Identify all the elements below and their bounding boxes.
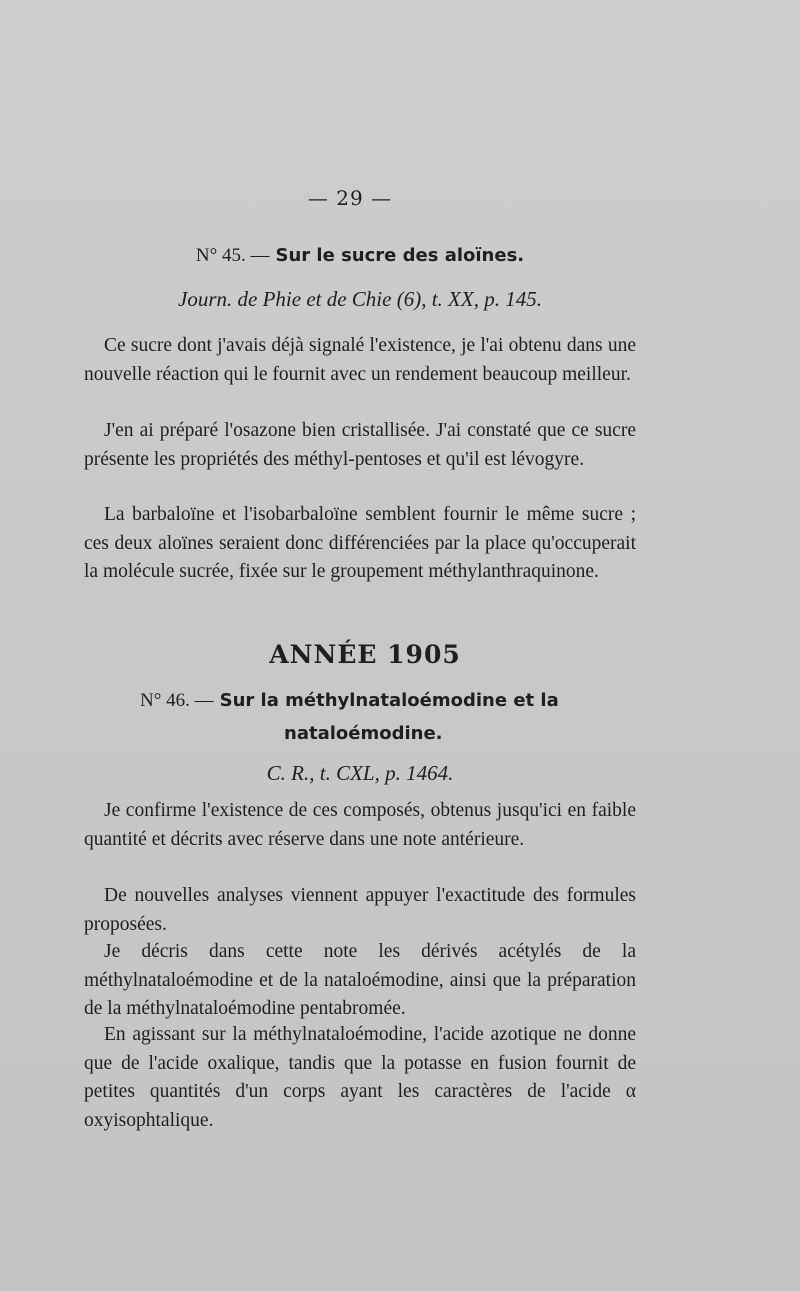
item-46-paragraph-3: Je décris dans cette note les dérivés acétylés de la méthylnataloémodine et de la nataloémodine, ainsi que la préparation de la méthylnataloémodine pentabromée.	[84, 941, 636, 1020]
item-46-number: N° 46. —	[140, 690, 214, 711]
item-46-paragraph-4: En agissant sur la méthylnataloémodine, l'acide azotique ne donne que de l'acide oxalique, tandis que la potasse en fusion fournit de petites quantités d'un corps ayant les caractères de l'acide α oxyisophtalique.	[84, 1024, 636, 1131]
item-45-paragraph-2: J'en ai préparé l'osazone bien cristallisée. J'ai constaté que ce sucre présente les propriétés des méthyl-pentoses et qu'il est lévogyre.	[84, 420, 636, 470]
page-number: — 29 —	[307, 186, 393, 210]
item-45-paragraph-3: La barbaloïne et l'isobarbaloïne semblent fournir le même sucre ; ces deux aloïnes seraient donc différenciées par la place qu'occuperait la molécule sucrée, fixée sur le groupement méthylanthraquinone.	[84, 504, 636, 583]
item-46-title-line2: nataloémodine.	[284, 723, 443, 744]
item-46-paragraph-1: Je confirme l'existence de ces composés, obtenus jusqu'ici en faible quantité et décrits avec réserve dans une note antérieure.	[84, 800, 636, 850]
item-46-reference: C. R., t. CXL, p. 1464.	[266, 761, 454, 785]
item-45-paragraph-1: Ce sucre dont j'avais déjà signalé l'existence, je l'ai obtenu dans une nouvelle réaction qui le fournit avec un rendement beaucoup meilleur.	[84, 335, 636, 385]
item-46-heading	[140, 684, 660, 750]
item-46-title-line1: Sur la méthylnataloémodine et la	[219, 690, 559, 711]
item-45-number: N° 45. —	[195, 245, 270, 266]
item-45-reference: Journ. de Phie et de Chie (6), t. XX, p. 145.	[178, 287, 542, 311]
item-46-paragraph-2: De nouvelles analyses viennent appuyer l'exactitude des formules proposées.	[84, 885, 636, 935]
item-45-title: Sur le sucre des aloïnes.	[275, 245, 525, 266]
year-heading: ANNÉE 1905	[269, 640, 461, 669]
item-45-heading	[0, 244, 720, 267]
